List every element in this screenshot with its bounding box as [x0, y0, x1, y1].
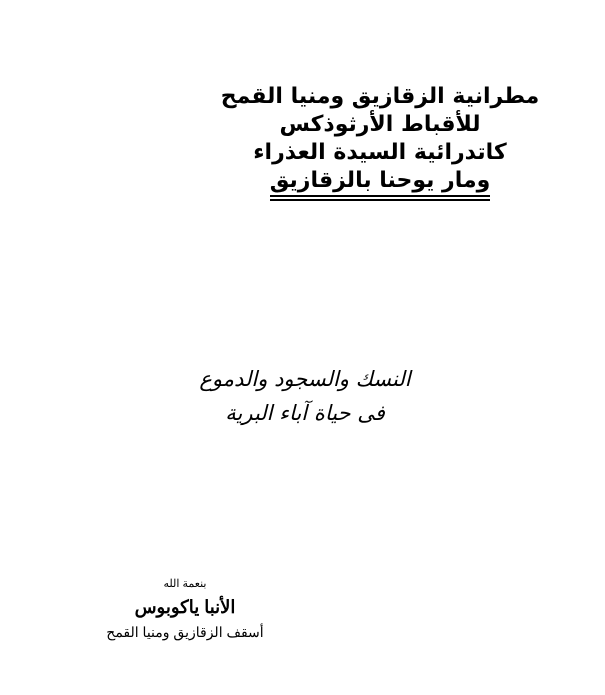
by-grace-of-god: بنعمة الله — [163, 578, 207, 590]
diocese-header — [215, 83, 545, 205]
cathedral-name: كاتدرائية السيدة العذراء — [253, 140, 507, 165]
church-affiliation: للأقباط الأرثوذكس — [279, 112, 481, 137]
cathedral-location — [215, 167, 545, 205]
title-line-2: فى حياة آباء البرية — [225, 401, 385, 425]
author-position: أسقف الزقازيق ومنيا القمح — [106, 624, 264, 640]
book-title — [180, 362, 430, 430]
double-underline: ومار يوحنا بالزقازيق — [270, 167, 491, 205]
author-name: الأنبا ياكوبوس — [134, 597, 236, 617]
author-block — [95, 575, 275, 643]
title-line-1: النسك والسجود والدموع — [199, 367, 411, 391]
diocese-name: مطرانية الزقازيق ومنيا القمح — [220, 84, 540, 109]
